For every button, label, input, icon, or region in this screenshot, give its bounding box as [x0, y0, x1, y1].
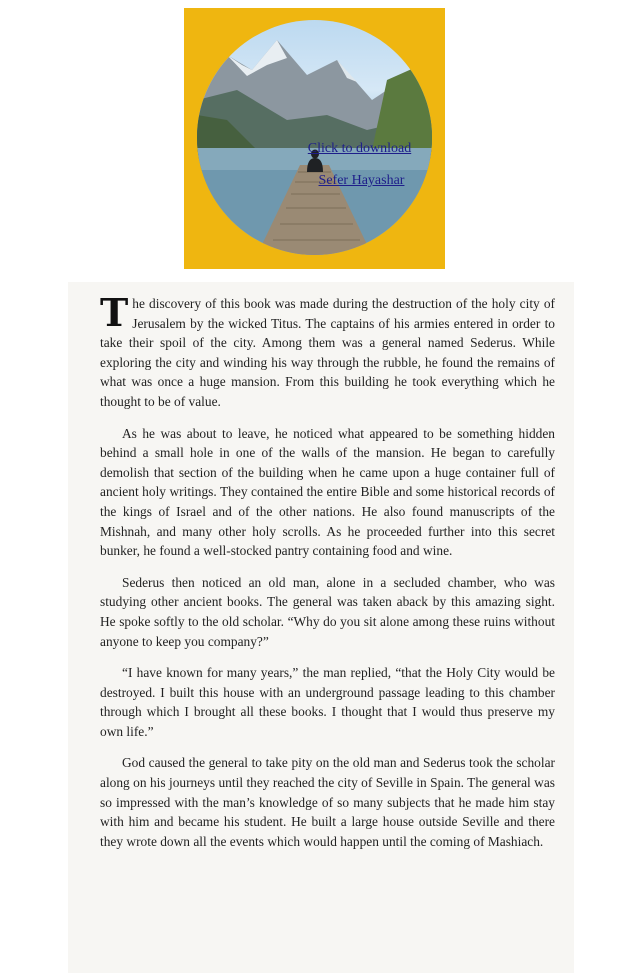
book-cover [184, 8, 445, 269]
book-page [68, 282, 574, 973]
paragraph-2: As he was about to leave, he noticed what appeared to be something hidden behind a small hole in one of the walls of the mansion. He began to carefully demolish that section of the building when he came upon a huge container full of ancient holy writings. They contained the entire Bible and some historical records of the kings of Israel and of the other nations. He also found manuscripts of the Mishnah, and many other holy scrolls. As he proceeded further into this secret bunker, he found a well-stocked pantry containing food and wine. [100, 425, 555, 559]
drop-cap: T [100, 290, 129, 335]
paragraph-1 [100, 290, 555, 412]
author-link[interactable]: Sefer Hayashar [318, 173, 405, 188]
download-link[interactable]: Click to download [307, 141, 412, 156]
paragraph-3: Sederus then noticed an old man, alone in a secluded chamber, who was studying other ancient books. The general was taken aback by this amazing sight. He spoke softly to the old scholar. “Why do you sit alone among these ruins without anyone to keep you company?” [100, 574, 555, 649]
paragraph-5: God caused the general to take pity on the old man and Sederus took the scholar along on his journeys until they reached the city of Seville in Spain. The general was so impressed with the man’s knowledge of so many subjects that he made him stay with him and became his student. He built a large house outside Seville and there they wrote down all the events which would happen until the coming of Mashiach. [100, 755, 555, 849]
paragraph-4: “I have known for many years,” the man replied, “that the Holy City would be destroyed. I built this house with an underground passage leading to this chamber through which I brought all these books. I thought that I would thus preserve my own life.” [100, 665, 555, 739]
cover-photo [197, 20, 432, 255]
paragraph-1-text: he discovery of this book was made during the destruction of the holy city of Jerusalem by the wicked Titus. The captains of his armies entered in order to take their spoil of the city. Among them was a general named Sederus. While exploring the city and winding his way through the rubble, he found the remains of what was once a huge mansion. From this building he took everything which he thought to be of value. [100, 296, 555, 409]
mountain-lake-illustration [197, 20, 432, 255]
page-text [100, 290, 555, 863]
